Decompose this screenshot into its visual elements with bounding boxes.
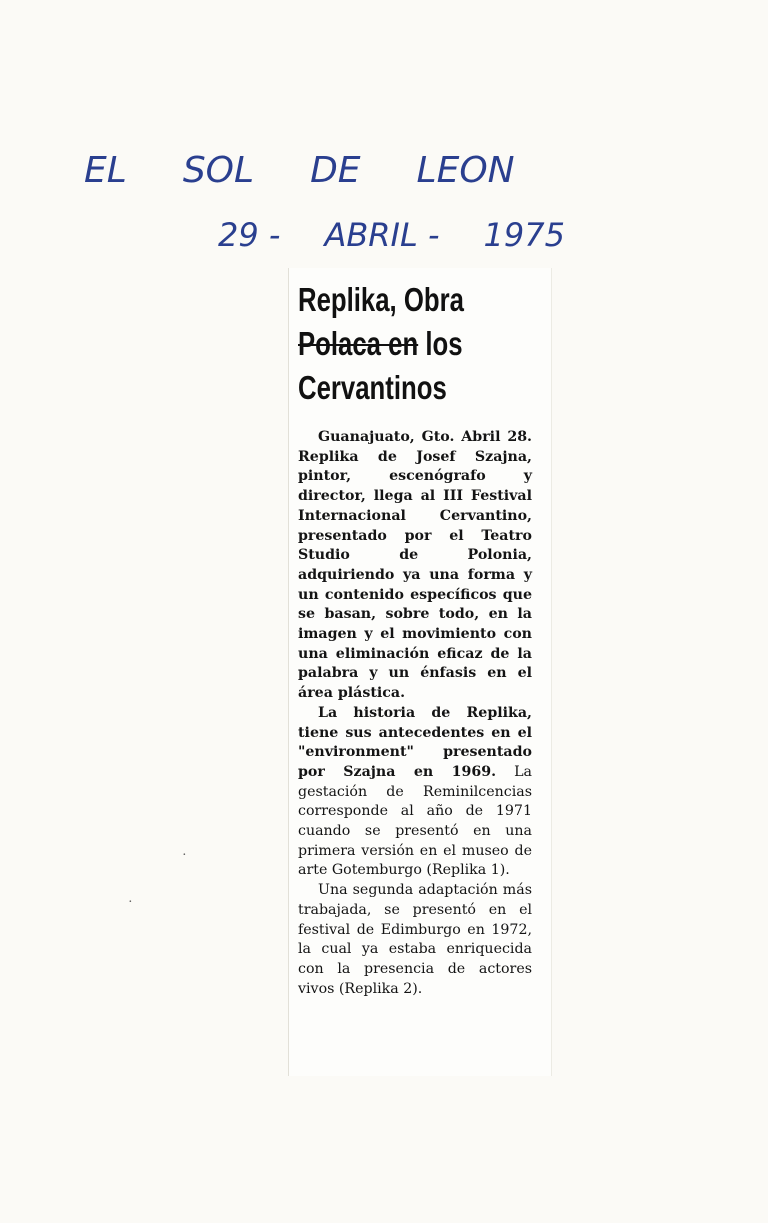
headline-line-1: Replika, Obra	[298, 281, 464, 318]
handwritten-newspaper-name	[84, 150, 571, 191]
headline-struck-text: Polaca en	[298, 325, 419, 362]
handwritten-word: EL	[84, 150, 127, 191]
handwritten-day: 29 -	[218, 216, 281, 254]
handwritten-date	[218, 216, 609, 254]
article-body	[298, 428, 532, 999]
headline-line-2	[298, 322, 532, 366]
headline-line-3: Cervantinos	[298, 369, 447, 406]
headline-text: los	[425, 325, 463, 362]
handwritten-year: 1975	[483, 216, 565, 254]
handwritten-month: ABRIL -	[324, 216, 440, 254]
article-paragraph-2-text: La gestación de Reminilcencias corresponde al año de 1971 cuando se presentó en una primera versión en el museo de arte Gotemburgo (Replika 1).	[298, 763, 532, 879]
dust-speck: ·	[182, 848, 187, 863]
article-paragraph-2	[298, 704, 532, 881]
handwritten-word: LEON	[416, 150, 515, 191]
article-paragraph-3: Una segunda adaptación más trabajada, se presentó en el festival de Edimburgo en 1972, la cual ya estaba enriquecida con la presencia de actores vivos (Replika 2).	[298, 882, 532, 997]
handwritten-word: SOL	[182, 150, 255, 191]
article-paragraph-2-bold: La historia de Replika, tiene sus antecedentes en el "environment" presentado por Szajna en 1969.	[298, 704, 532, 780]
dust-speck: ·	[128, 895, 133, 910]
handwritten-word: DE	[310, 150, 361, 191]
article-headline	[298, 278, 532, 410]
article-paragraph-1: Guanajuato, Gto. Abril 28. Replika de Josef Szajna, pintor, escenógrafo y director, llega al III Festival Internacional Cervantino, presentado por el Teatro Studio de Polonia, adquiriendo ya una forma y un contenido específicos que se basan, sobre todo, en la imagen y el movimiento con una eliminación eficaz de la palabra y un énfasis en el área plástica.	[298, 429, 532, 702]
